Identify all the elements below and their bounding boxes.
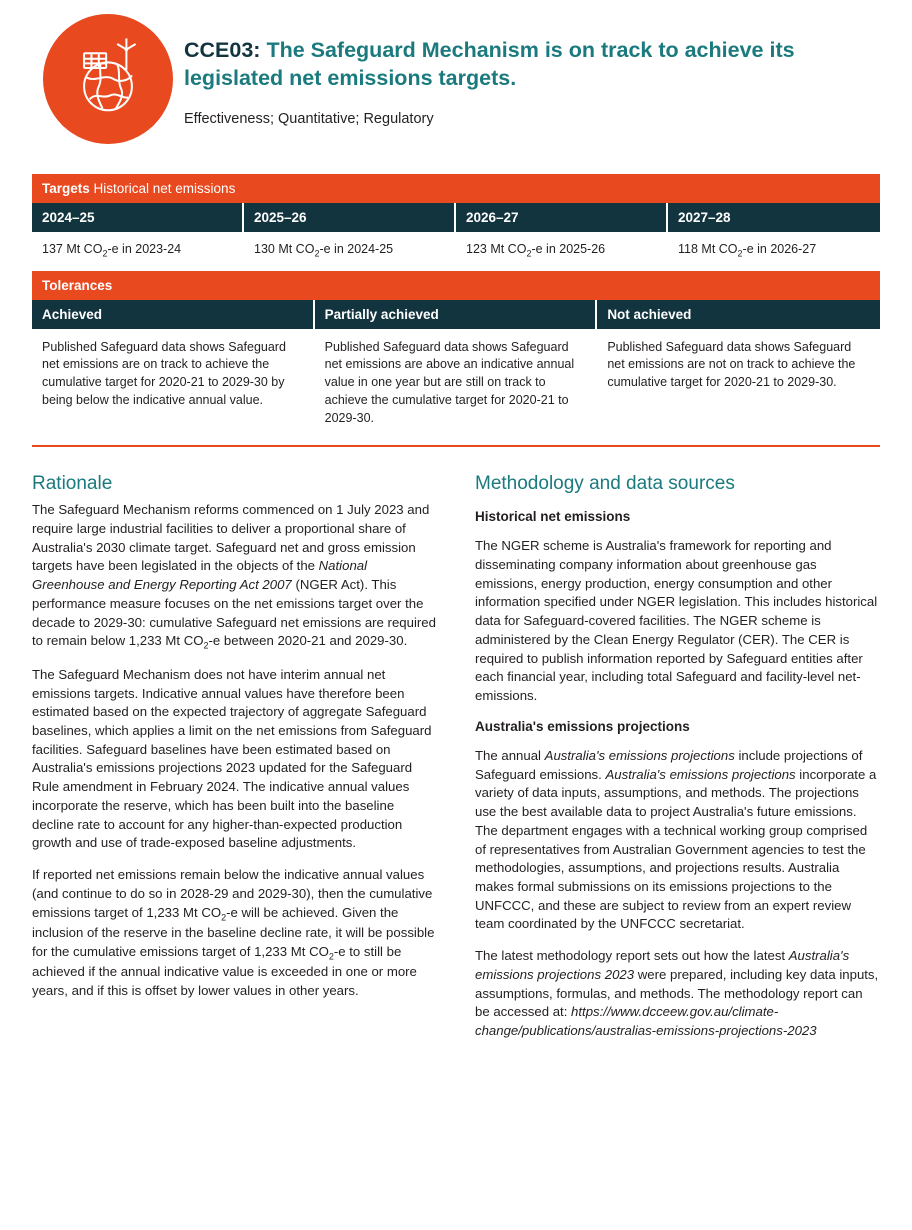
rationale-p3-a: If reported net emissions remain below the indicative annual values (and continue to do so in 2028-29 and 2029-30), then the cumulative emissions target of 1,233 Mt CO	[32, 867, 433, 920]
methodology-p2-a: The annual	[475, 747, 545, 763]
targets-year-header: 2024–25	[32, 203, 244, 232]
logo-container	[32, 8, 184, 144]
methodology-subheading-historical: Historical net emissions	[475, 509, 631, 525]
rationale-paragraph-3	[32, 866, 437, 1000]
targets-year-header: 2026–27	[456, 203, 668, 232]
tolerance-header: Not achieved	[597, 300, 880, 329]
targets-header-row	[32, 203, 880, 232]
target-value-pre: 123 Mt CO	[466, 242, 527, 256]
rationale-heading: Rationale	[32, 473, 113, 495]
tolerance-text: Published Safeguard data shows Safeguard net emissions are above an indicative annual value in one year but are still on track to achieve the cumulative target for 2020-21 to 2029-30.	[324, 339, 575, 425]
target-value-sub: 2	[314, 248, 320, 259]
page-title	[184, 36, 860, 93]
measure-code: CCE03:	[184, 38, 261, 62]
methodology-p3-b: were prepared, including key data inputs, assumptions, formulas, and methods. The methodology report can be accessed at:	[475, 966, 879, 1020]
rationale-paragraph-1	[32, 501, 437, 653]
targets-year-header: 2025–26	[244, 203, 456, 232]
targets-band-text: Historical net emissions	[89, 181, 236, 196]
measure-title: The Safeguard Mechanism is on track to achieve its legislated net emissions targets.	[184, 38, 795, 91]
targets-tolerances-block	[32, 174, 880, 447]
target-value-post: -e in 2024-25	[319, 242, 394, 256]
target-value-post: -e in 2026-27	[742, 242, 817, 256]
targets-band-label: Targets	[42, 181, 90, 196]
methodology-heading: Methodology and data sources	[475, 473, 735, 495]
tolerance-text: Published Safeguard data shows Safeguard net emissions are on track to achieve the cumulative target for 2020-21 to 2029-30 by being below the indicative annual value.	[42, 339, 286, 407]
globe-solar-wind-icon	[43, 14, 173, 144]
rationale-column	[32, 473, 437, 1054]
methodology-p2-em1: Australia's emissions projections	[544, 747, 735, 763]
methodology-p2-em2: Australia's emissions projections	[605, 766, 796, 782]
targets-value-row	[32, 232, 880, 271]
rationale-p3-c: -e to still be achieved if the annual indicative value is exceeded in one or more years, and if this is offset by lower values in other years.	[32, 943, 417, 998]
target-value-pre: 137 Mt CO	[42, 242, 103, 256]
target-value-sub: 2	[526, 248, 532, 259]
tolerances-value-row	[32, 329, 880, 446]
methodology-paragraph-2	[475, 747, 880, 934]
body-columns	[32, 473, 880, 1054]
tolerances-band	[32, 271, 880, 300]
target-value-post: -e in 2023-24	[107, 242, 182, 256]
rationale-p1-a: The Safeguard Mechanism reforms commenced on 1 July 2023 and require large industrial facilities to deliver a proportional share of Australia's 2030 climate target. Safeguard net and gross emission targets have been legislated in the objects of the	[32, 502, 430, 574]
target-value-pre: 118 Mt CO	[678, 242, 738, 256]
rationale-p3-sub2: 2	[328, 951, 334, 962]
methodology-paragraph-1: The NGER scheme is Australia's framework for reporting and disseminating company information about greenhouse gas emissions, energy production, energy consumption and other information specified under NGER legislation. This includes historical data for Safeguard-covered facilities. The NGER scheme is administered by the Clean Energy Regulator (CER). The CER is required to publish information reported by Safeguard entities after each financial year, including total Safeguard and facility-level net-emissions.	[475, 538, 878, 704]
tolerances-header-row	[32, 300, 880, 329]
targets-year-header: 2027–28	[668, 203, 880, 232]
rationale-p3-b: -e will be achieved. Given the inclusion of the reserve in the baseline decline rate, it will be possible for the cumulative emissions target of 1,233 Mt CO	[32, 904, 435, 959]
methodology-paragraph-3	[475, 947, 880, 1041]
rationale-p1-act-name: National Greenhouse and Energy Reporting Act 2007	[32, 558, 368, 593]
rationale-p1-sub: 2	[203, 641, 209, 652]
targets-band	[32, 174, 880, 203]
header-text	[184, 8, 880, 127]
tolerances-band-label: Tolerances	[42, 277, 113, 293]
methodology-column	[475, 473, 880, 1054]
target-value	[32, 232, 244, 271]
methodology-p3-a: The latest methodology report sets out how the latest	[475, 948, 789, 964]
target-value-post: -e in 2025-26	[531, 242, 606, 256]
methodology-report-url[interactable]: https://www.dcceew.gov.au/climate-change/publications/australias-emissions-projections-2023	[475, 1004, 817, 1039]
tolerance-header: Partially achieved	[315, 300, 598, 329]
rationale-paragraph-2: The Safeguard Mechanism does not have interim annual net emissions targets. Indicative annual values have therefore been estimated based on the expected trajectory of aggregate Safeguard baselines, which applies a limit on the net emissions from Safeguard facilities. Safeguard baselines have been estimated based on Australia's emissions projections 2023 updated for the Safeguard Rule amendment in February 2024. The indicative annual values incorporate the reserve, which has been built into the baseline decline rate to account for any higher-than-expected production growth and use of trade-exposed baseline adjustments.	[32, 666, 432, 851]
target-value	[668, 232, 880, 271]
methodology-p3-report-name: Australia's emissions projections 2023	[475, 948, 850, 982]
rationale-p1-b: (NGER Act). This performance measure focuses on the net emissions target over the decade to 2029-30: cumulative Safeguard net emissions are required to remain below 1,233 Mt CO	[32, 577, 436, 649]
target-value-pre: 130 Mt CO	[254, 242, 315, 256]
methodology-subheading-projections: Australia's emissions projections	[475, 718, 690, 734]
methodology-p2-b: include projections of Safeguard emissions.	[475, 747, 863, 782]
tolerance-text: Published Safeguard data shows Safeguard net emissions are not on track to achieve the cumulative target for 2020-21 to 2029-30.	[607, 339, 856, 389]
target-value-sub: 2	[102, 248, 108, 259]
target-value	[244, 232, 456, 271]
document-header	[32, 0, 880, 144]
methodology-p2-c: incorporate a variety of data inputs, assumptions, and methods. The projections use the best available data to project Australia's future emissions. The department engages with a technical working group comprised of representatives from Australian Government agencies to test the methodologies, assumptions, and projections results. Australia makes formal submissions on its emissions projections to the UNFCCC, and these are subject to review from an expert review team coordinated by the UNFCCC secretariat.	[475, 766, 877, 932]
target-value	[456, 232, 668, 271]
rationale-p3-sub: 2	[221, 912, 227, 923]
measure-tags: Effectiveness; Quantitative; Regulatory	[184, 110, 434, 127]
rationale-p1-c: -e between 2020-21 and 2029-30.	[208, 633, 408, 649]
target-value-sub: 2	[737, 248, 743, 259]
tolerance-header: Achieved	[32, 300, 315, 329]
